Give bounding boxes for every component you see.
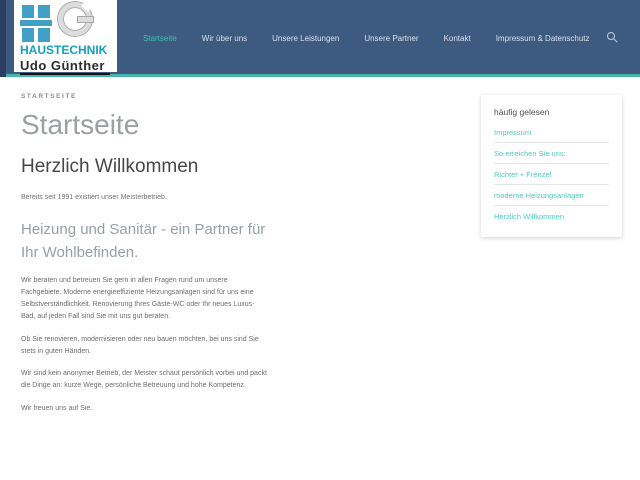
welcome-heading: Herzlich Willkommen [21, 156, 199, 177]
page-title: Startseite [21, 109, 140, 140]
widget-heading: häufig gelesen [494, 107, 550, 117]
nav-item-unsere-partner[interactable]: Unsere Partner [364, 34, 419, 43]
nav-item-impressum-datenschutz[interactable]: Impressum & Datenschutz [495, 34, 590, 43]
logo-company-name: HAUSTECHNIK [20, 43, 108, 57]
sidebar-link-herzlich-willkommen[interactable]: Herzlich Willkommen [494, 211, 565, 221]
nav-item-kontakt[interactable]: Kontakt [443, 34, 471, 43]
subheading: Heizung und Sanitär - ein Partner für Ihr Wohlbefinden. [21, 221, 266, 262]
header-left-edge [0, 0, 6, 77]
sidebar-widget-haeufig-gelesen [481, 95, 622, 237]
logo[interactable] [14, 0, 117, 72]
sidebar-link-so-erreichen-sie-uns[interactable]: So erreichen Sie uns: [494, 143, 609, 164]
nav-item-wir-ueber-uns[interactable]: Wir über uns [201, 34, 248, 43]
nav-item-unsere-leistungen[interactable]: Unsere Leistungen [272, 34, 340, 43]
logo-hg-mark-icon [20, 3, 112, 44]
search-button[interactable] [607, 32, 619, 44]
paragraph: Ob Sie renovieren, modernisieren oder neu bauen möchten, bei uns sind Sie stets in guten Händen. [21, 335, 259, 355]
main-navigation [143, 0, 590, 77]
breadcrumb: STARTSEITE [21, 93, 77, 100]
sidebar-link-impressum[interactable]: Impressum [494, 122, 609, 143]
sidebar-link-richter-frenzel[interactable]: Richter + Frenzel [494, 164, 609, 185]
main-content [21, 80, 461, 415]
nav-item-startseite[interactable]: Startseite [143, 34, 177, 43]
paragraph: Wir beraten und betreuen Sie gern in allen Fragen rund um unsere Fachgebiete. Moderne energieeffiziente Heizungsanlagen sind für uns eine Selbstverständlichkeit. Renovierung Ihres Gäste-WC oder Ihr neues Luxus-Bad, auf jeden Fall sind Sie mit uns gut beraten. [21, 276, 255, 321]
intro-text: Bereits seit 1991 existiert unser Meisterbetrieb. [21, 194, 167, 201]
search-icon [607, 32, 615, 40]
paragraph: Wir sind kein anonymer Betrieb, der Meister schaut persönlich vorbei und packt die Dinge an: kurze Wege, persönliche Betreuung und hohe Kompetenz. [21, 370, 267, 390]
logo-h-crossbar [20, 18, 52, 28]
sidebar-link-moderne-heizungsanlagen[interactable]: moderne Heizungsanlagen [494, 185, 609, 206]
logo-owner-name: Udo Günther [20, 59, 110, 75]
paragraph: Wir freuen uns auf Sie. [21, 404, 93, 412]
logo-g-crossbar [78, 17, 93, 22]
site-header [0, 0, 640, 77]
